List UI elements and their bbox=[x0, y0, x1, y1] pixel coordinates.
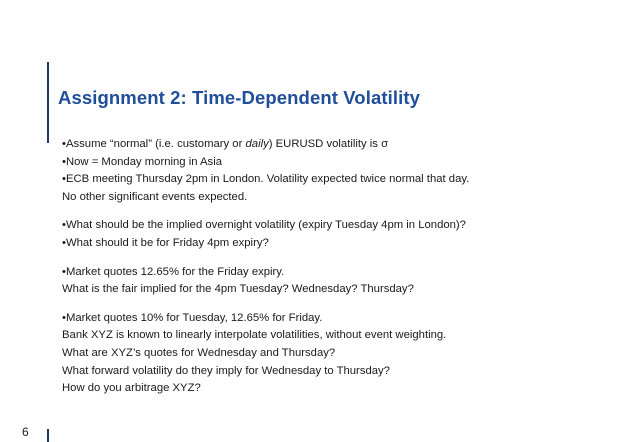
bullet-market-quotes-friday: •Market quotes 12.65% for the Friday expiry. bbox=[62, 265, 285, 278]
body-line-bank-xyz: Bank XYZ is known to linearly interpolate volatilities, without event weighting. bbox=[62, 329, 447, 342]
bullet-market-quotes-tuesday-friday: •Market quotes 10% for Tuesday, 12.65% for Friday. bbox=[62, 311, 323, 324]
spacer bbox=[62, 206, 622, 217]
question-xyz-quotes: What are XYZ’s quotes for Wednesday and Thursday? bbox=[62, 346, 336, 359]
bullet-now: •Now = Monday morning in Asia bbox=[62, 155, 222, 168]
question-arbitrage: How do you arbitrage XYZ? bbox=[62, 382, 201, 395]
accent-rule-top bbox=[47, 62, 49, 143]
bullet-text: •Assume “normal” (i.e. customary or bbox=[62, 138, 246, 150]
emphasis-daily: daily bbox=[245, 138, 269, 150]
spacer bbox=[62, 253, 622, 264]
question-fair-implied: What is the fair implied for the 4pm Tuesday? Wednesday? Thursday? bbox=[62, 283, 414, 296]
question-forward-vol: What forward volatility do they imply for Wednesday to Thursday? bbox=[62, 364, 390, 377]
slide-body bbox=[62, 136, 622, 398]
bullet-ecb-meeting: •ECB meeting Thursday 2pm in London. Volatility expected twice normal that day. bbox=[62, 173, 470, 186]
question-overnight-vol: •What should be the implied overnight volatility (expiry Tuesday 4pm in London)? bbox=[62, 219, 466, 232]
slide-title: Assignment 2: Time-Dependent Volatility bbox=[58, 87, 420, 108]
bullet-assume-normal-vol bbox=[62, 136, 622, 154]
body-line-no-other-events: No other significant events expected. bbox=[62, 190, 248, 203]
page-number: 6 bbox=[22, 425, 29, 439]
question-friday-expiry: •What should it be for Friday 4pm expiry? bbox=[62, 236, 269, 249]
accent-rule-bottom bbox=[47, 429, 49, 442]
bullet-text: ) EURUSD volatility is σ bbox=[268, 138, 389, 150]
spacer bbox=[62, 299, 622, 310]
